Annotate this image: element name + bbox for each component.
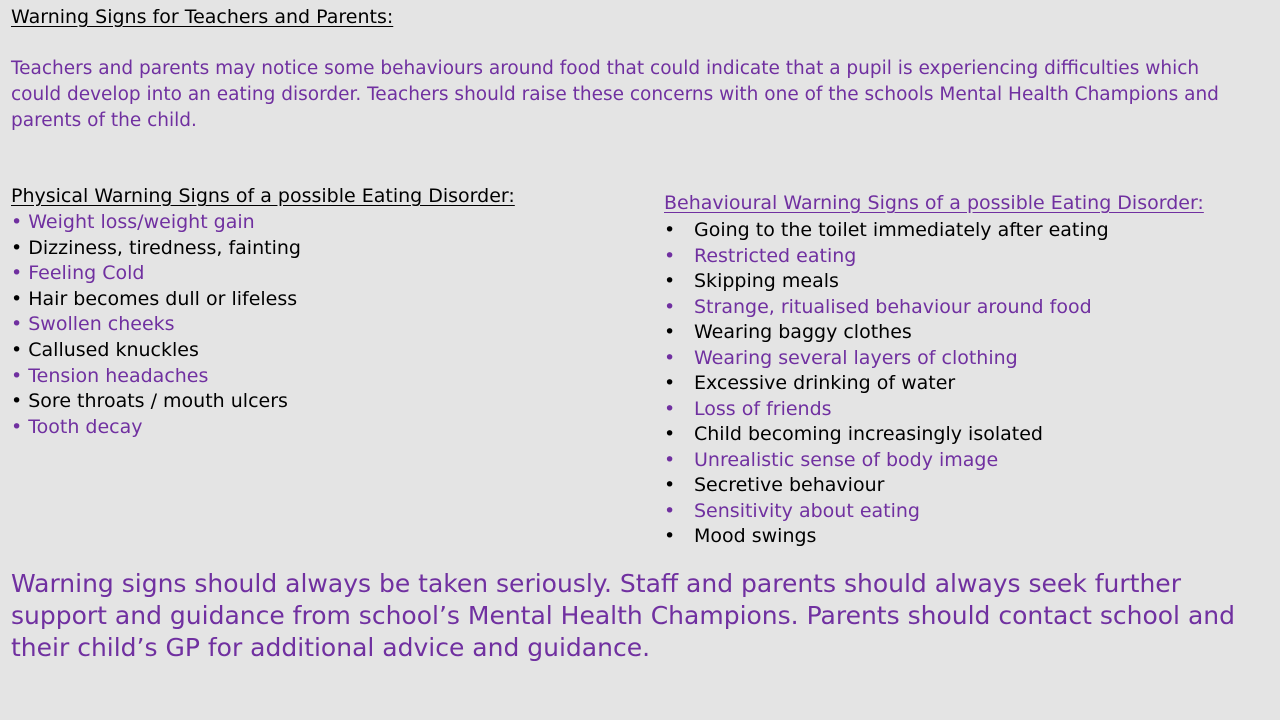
bullet-icon: •: [11, 211, 29, 233]
bullet-icon: •: [664, 499, 676, 522]
bullet-icon: •: [664, 295, 676, 318]
physical-sign-text: Callused knuckles: [28, 338, 199, 361]
list-item: [664, 320, 1109, 346]
physical-signs-heading: Physical Warning Signs of a possible Eating Disorder:: [11, 185, 515, 207]
behavioural-signs-heading: Behavioural Warning Signs of a possible Eating Disorder:: [664, 192, 1204, 214]
list-item: [11, 389, 301, 415]
list-item: [11, 287, 301, 313]
bullet-icon: •: [664, 270, 676, 292]
behavioural-signs-list: [664, 218, 1109, 550]
list-item: [664, 422, 1109, 448]
bullet-icon: •: [11, 338, 29, 361]
bullet-icon: •: [664, 372, 676, 394]
behavioural-sign-text: Mood swings: [694, 525, 817, 547]
bullet-icon: •: [664, 397, 676, 420]
bullet-icon: •: [11, 415, 29, 438]
bullet-icon: •: [664, 321, 676, 343]
list-item: [664, 218, 1109, 244]
behavioural-sign-text: Excessive drinking of water: [694, 372, 956, 394]
page-title: Warning Signs for Teachers and Parents:: [11, 6, 394, 28]
list-item: [664, 295, 1109, 321]
bullet-icon: •: [11, 390, 29, 413]
physical-sign-text: Sore throats / mouth ulcers: [28, 390, 288, 413]
behavioural-sign-text: Wearing baggy clothes: [694, 321, 912, 343]
bullet-icon: •: [664, 423, 676, 445]
behavioural-sign-text: Skipping meals: [694, 270, 839, 292]
list-item: [664, 473, 1109, 499]
behavioural-sign-text: Wearing several layers of clothing: [694, 346, 1018, 369]
list-item: [11, 261, 301, 287]
physical-sign-text: Hair becomes dull or lifeless: [28, 287, 298, 310]
intro-paragraph: Teachers and parents may notice some behaviours around food that could indicate that a pupil is experiencing difficulties which could develop into an eating disorder. Teachers should raise these concerns with one of the schools Mental Health Champions and parents of the child.: [11, 58, 1219, 131]
bullet-icon: •: [664, 219, 676, 241]
bullet-icon: •: [664, 474, 676, 496]
behavioural-sign-text: Sensitivity about eating: [694, 499, 920, 522]
list-item: [664, 524, 1109, 550]
behavioural-sign-text: Strange, ritualised behaviour around food: [694, 295, 1092, 318]
list-item: [664, 397, 1109, 423]
list-item: [664, 346, 1109, 372]
behavioural-sign-text: Going to the toilet immediately after eating: [694, 219, 1109, 241]
list-item: [664, 371, 1109, 397]
list-item: [664, 269, 1109, 295]
bullet-icon: •: [664, 244, 676, 267]
footer-note: Warning signs should always be taken seriously. Staff and parents should always seek further support and guidance from school’s Mental Health Champions. Parents should contact school and their child’s GP for additional advice and guidance.: [11, 569, 1235, 662]
bullet-icon: •: [664, 525, 676, 547]
behavioural-sign-text: Loss of friends: [694, 397, 832, 420]
behavioural-sign-text: Child becoming increasingly isolated: [694, 423, 1043, 445]
bullet-icon: •: [664, 346, 676, 369]
list-item: [664, 499, 1109, 525]
physical-sign-text: Weight loss/weight gain: [28, 211, 255, 233]
physical-sign-text: Tension headaches: [28, 364, 209, 387]
bullet-icon: •: [11, 262, 29, 285]
bullet-icon: •: [11, 287, 29, 310]
behavioural-sign-text: Restricted eating: [694, 244, 857, 267]
physical-sign-text: Feeling Cold: [28, 262, 145, 285]
behavioural-sign-text: Secretive behaviour: [694, 474, 885, 496]
bullet-icon: •: [11, 236, 29, 259]
bullet-icon: •: [664, 448, 676, 471]
behavioural-sign-text: Unrealistic sense of body image: [694, 448, 999, 471]
bullet-icon: •: [11, 313, 29, 336]
list-item: [11, 312, 301, 338]
list-item: [11, 415, 301, 441]
physical-signs-list: [11, 210, 301, 440]
list-item: [11, 364, 301, 390]
physical-sign-text: Dizziness, tiredness, fainting: [28, 236, 301, 259]
physical-sign-text: Tooth decay: [28, 415, 143, 438]
list-item: [11, 338, 301, 364]
physical-sign-text: Swollen cheeks: [28, 313, 175, 336]
list-item: [664, 448, 1109, 474]
list-item: [11, 236, 301, 262]
list-item: [664, 244, 1109, 270]
list-item: [11, 210, 301, 236]
bullet-icon: •: [11, 364, 29, 387]
